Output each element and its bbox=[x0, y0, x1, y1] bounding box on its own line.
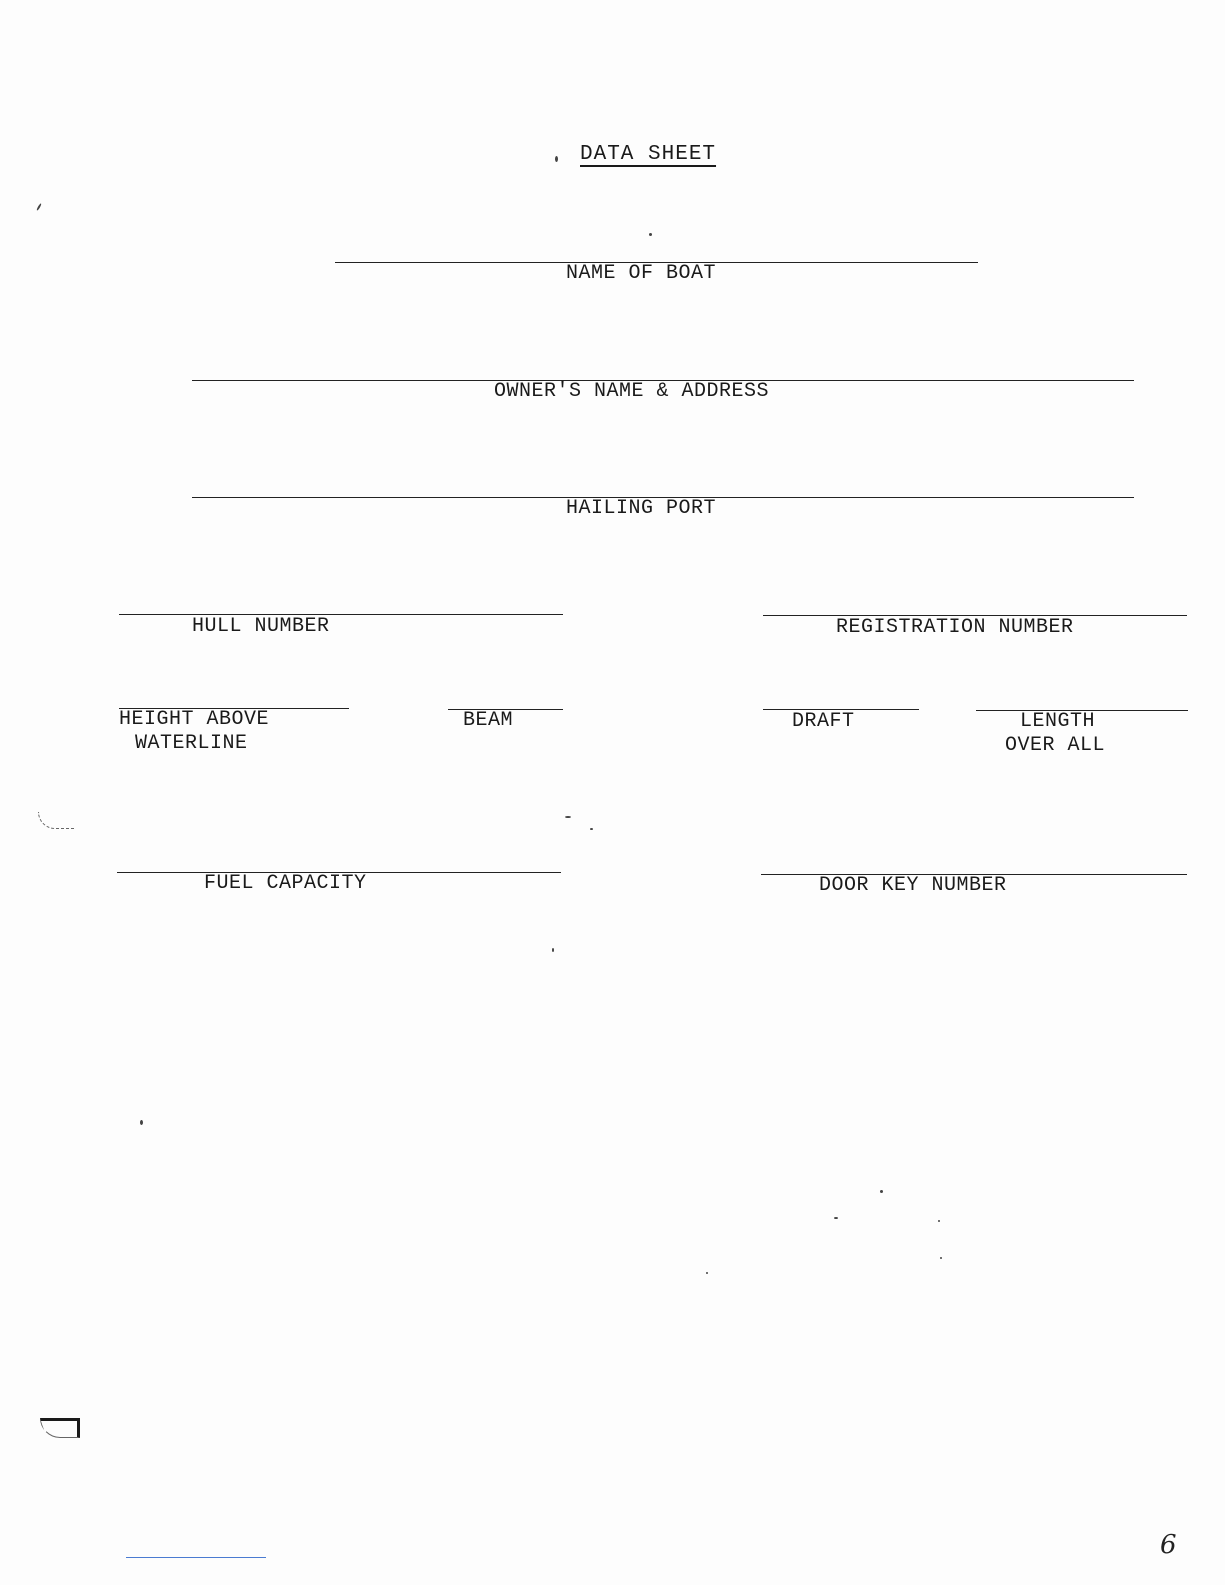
length-label-line2: OVER ALL bbox=[1005, 734, 1106, 757]
door-key-label: DOOR KEY NUMBER bbox=[819, 874, 1007, 897]
height-label-line1: HEIGHT ABOVE bbox=[119, 708, 270, 731]
scan-speck bbox=[36, 203, 42, 211]
scan-speck bbox=[555, 156, 558, 162]
scan-speck bbox=[834, 1217, 838, 1219]
punch-hole-mark bbox=[40, 1418, 80, 1438]
scan-speck bbox=[552, 948, 554, 952]
scan-speck bbox=[140, 1120, 143, 1125]
length-label-line1: LENGTH bbox=[1020, 710, 1096, 733]
beam-label: BEAM bbox=[463, 709, 514, 732]
scan-speck bbox=[938, 1220, 940, 1222]
scan-edge-line bbox=[126, 1557, 266, 1558]
scan-speck bbox=[590, 828, 593, 830]
fuel-capacity-label: FUEL CAPACITY bbox=[204, 872, 367, 895]
boat-name-label: NAME OF BOAT bbox=[566, 262, 717, 285]
scan-speck bbox=[565, 816, 571, 818]
height-label-line2: WATERLINE bbox=[135, 732, 248, 755]
scan-speck bbox=[706, 1272, 708, 1274]
scan-speck bbox=[649, 233, 652, 236]
scan-speck bbox=[880, 1190, 883, 1193]
draft-label: DRAFT bbox=[792, 710, 855, 733]
owner-label: OWNER'S NAME & ADDRESS bbox=[494, 380, 770, 403]
hull-number-label: HULL NUMBER bbox=[192, 615, 330, 638]
registration-number-label: REGISTRATION NUMBER bbox=[836, 616, 1074, 639]
punch-hole-mark bbox=[38, 812, 75, 829]
scan-speck bbox=[940, 1257, 942, 1259]
hailing-port-label: HAILING PORT bbox=[566, 497, 717, 520]
page-number: 6 bbox=[1160, 1530, 1177, 1560]
hull-number-line bbox=[119, 614, 563, 615]
page-title: DATA SHEET bbox=[580, 143, 717, 166]
